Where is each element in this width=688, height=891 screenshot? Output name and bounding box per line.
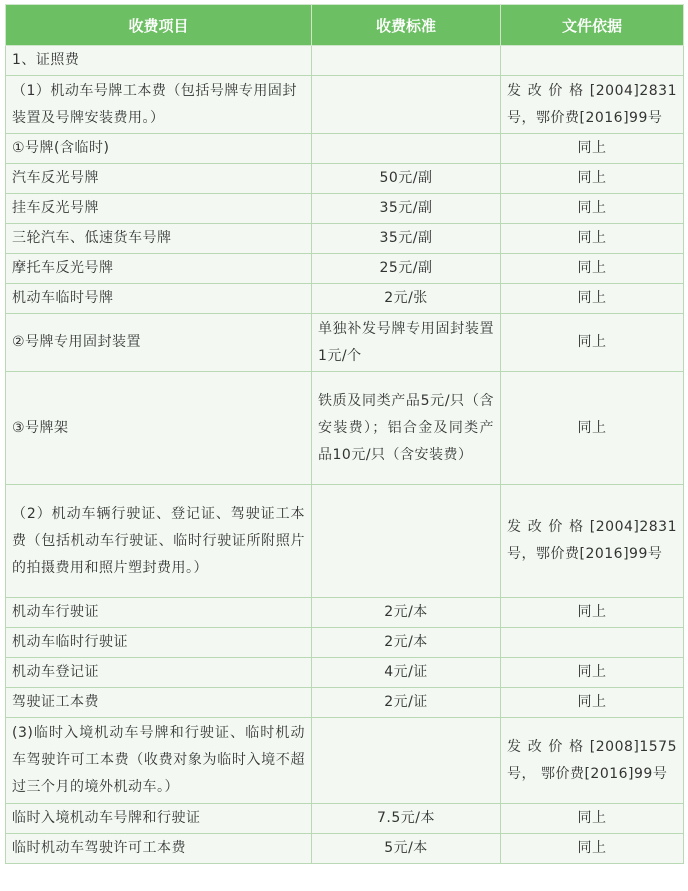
fee-table <box>5 4 684 864</box>
cell-basis: 同上 <box>501 804 684 834</box>
table-row <box>6 834 684 864</box>
cell-basis: 同上 <box>501 598 684 628</box>
table-row <box>6 254 684 284</box>
cell-standard: 2元/证 <box>312 688 501 718</box>
table-row <box>6 164 684 194</box>
cell-item: 机动车行驶证 <box>6 598 312 628</box>
cell-basis: 发改价格[2004]2831号，鄂价费[2016]99号 <box>501 485 684 598</box>
table-row <box>6 804 684 834</box>
cell-basis: 同上 <box>501 658 684 688</box>
cell-item: (3)临时入境机动车号牌和行驶证、临时机动车驾驶许可工本费（收费对象为临时入境不超过三个月的境外机动车。） <box>6 718 312 804</box>
cell-item: 临时机动车驾驶许可工本费 <box>6 834 312 864</box>
cell-standard: 50元/副 <box>312 164 501 194</box>
table-row <box>6 372 684 485</box>
cell-basis: 同上 <box>501 372 684 485</box>
table-row <box>6 658 684 688</box>
table-row <box>6 46 684 76</box>
cell-standard: 7.5元/本 <box>312 804 501 834</box>
cell-basis: 同上 <box>501 254 684 284</box>
cell-standard: 2元/本 <box>312 598 501 628</box>
cell-item: ②号牌专用固封装置 <box>6 314 312 372</box>
table-row <box>6 718 684 804</box>
cell-standard: 4元/证 <box>312 658 501 688</box>
table-row <box>6 314 684 372</box>
cell-standard: 2元/张 <box>312 284 501 314</box>
cell-basis: 同上 <box>501 164 684 194</box>
cell-standard <box>312 134 501 164</box>
cell-standard <box>312 718 501 804</box>
header-fee-item: 收费项目 <box>6 5 312 46</box>
cell-item: 1、证照费 <box>6 46 312 76</box>
cell-standard: 单独补发号牌专用固封装置1元/个 <box>312 314 501 372</box>
cell-basis <box>501 628 684 658</box>
cell-basis: 同上 <box>501 224 684 254</box>
cell-standard <box>312 76 501 134</box>
cell-standard: 2元/本 <box>312 628 501 658</box>
cell-basis: 同上 <box>501 688 684 718</box>
cell-standard: 35元/副 <box>312 224 501 254</box>
cell-basis: 同上 <box>501 834 684 864</box>
cell-item: 摩托车反光号牌 <box>6 254 312 284</box>
table-row <box>6 485 684 598</box>
cell-item: 三轮汽车、低速货车号牌 <box>6 224 312 254</box>
cell-basis: 同上 <box>501 134 684 164</box>
cell-basis: 同上 <box>501 284 684 314</box>
cell-item: 机动车临时行驶证 <box>6 628 312 658</box>
cell-item: 汽车反光号牌 <box>6 164 312 194</box>
cell-basis: 同上 <box>501 314 684 372</box>
cell-standard: 25元/副 <box>312 254 501 284</box>
table-row <box>6 598 684 628</box>
cell-standard: 35元/副 <box>312 194 501 224</box>
cell-basis: 同上 <box>501 194 684 224</box>
cell-item: ③号牌架 <box>6 372 312 485</box>
header-fee-standard: 收费标准 <box>312 5 501 46</box>
table-row <box>6 628 684 658</box>
header-document-basis: 文件依据 <box>501 5 684 46</box>
cell-standard: 5元/本 <box>312 834 501 864</box>
cell-item: 机动车临时号牌 <box>6 284 312 314</box>
table-row <box>6 224 684 254</box>
cell-basis: 发改价格[2008]1575号， 鄂价费[2016]99号 <box>501 718 684 804</box>
table-row <box>6 76 684 134</box>
cell-item: 驾驶证工本费 <box>6 688 312 718</box>
cell-basis <box>501 46 684 76</box>
cell-item: ①号牌(含临时) <box>6 134 312 164</box>
cell-standard <box>312 485 501 598</box>
table-row <box>6 284 684 314</box>
cell-item: （2）机动车辆行驶证、登记证、驾驶证工本费（包括机动车行驶证、临时行驶证所附照片的拍摄费用和照片塑封费用。） <box>6 485 312 598</box>
cell-item: 临时入境机动车号牌和行驶证 <box>6 804 312 834</box>
table-row <box>6 194 684 224</box>
table-row <box>6 134 684 164</box>
cell-standard <box>312 46 501 76</box>
cell-item: （1）机动车号牌工本费（包括号牌专用固封装置及号牌安装费用。） <box>6 76 312 134</box>
cell-standard: 铁质及同类产品5元/只（含安装费）；铝合金及同类产品10元/只（含安装费） <box>312 372 501 485</box>
cell-item: 挂车反光号牌 <box>6 194 312 224</box>
table-header-row <box>6 5 684 46</box>
table-row <box>6 688 684 718</box>
cell-basis: 发改价格[2004]2831号，鄂价费[2016]99号 <box>501 76 684 134</box>
cell-item: 机动车登记证 <box>6 658 312 688</box>
